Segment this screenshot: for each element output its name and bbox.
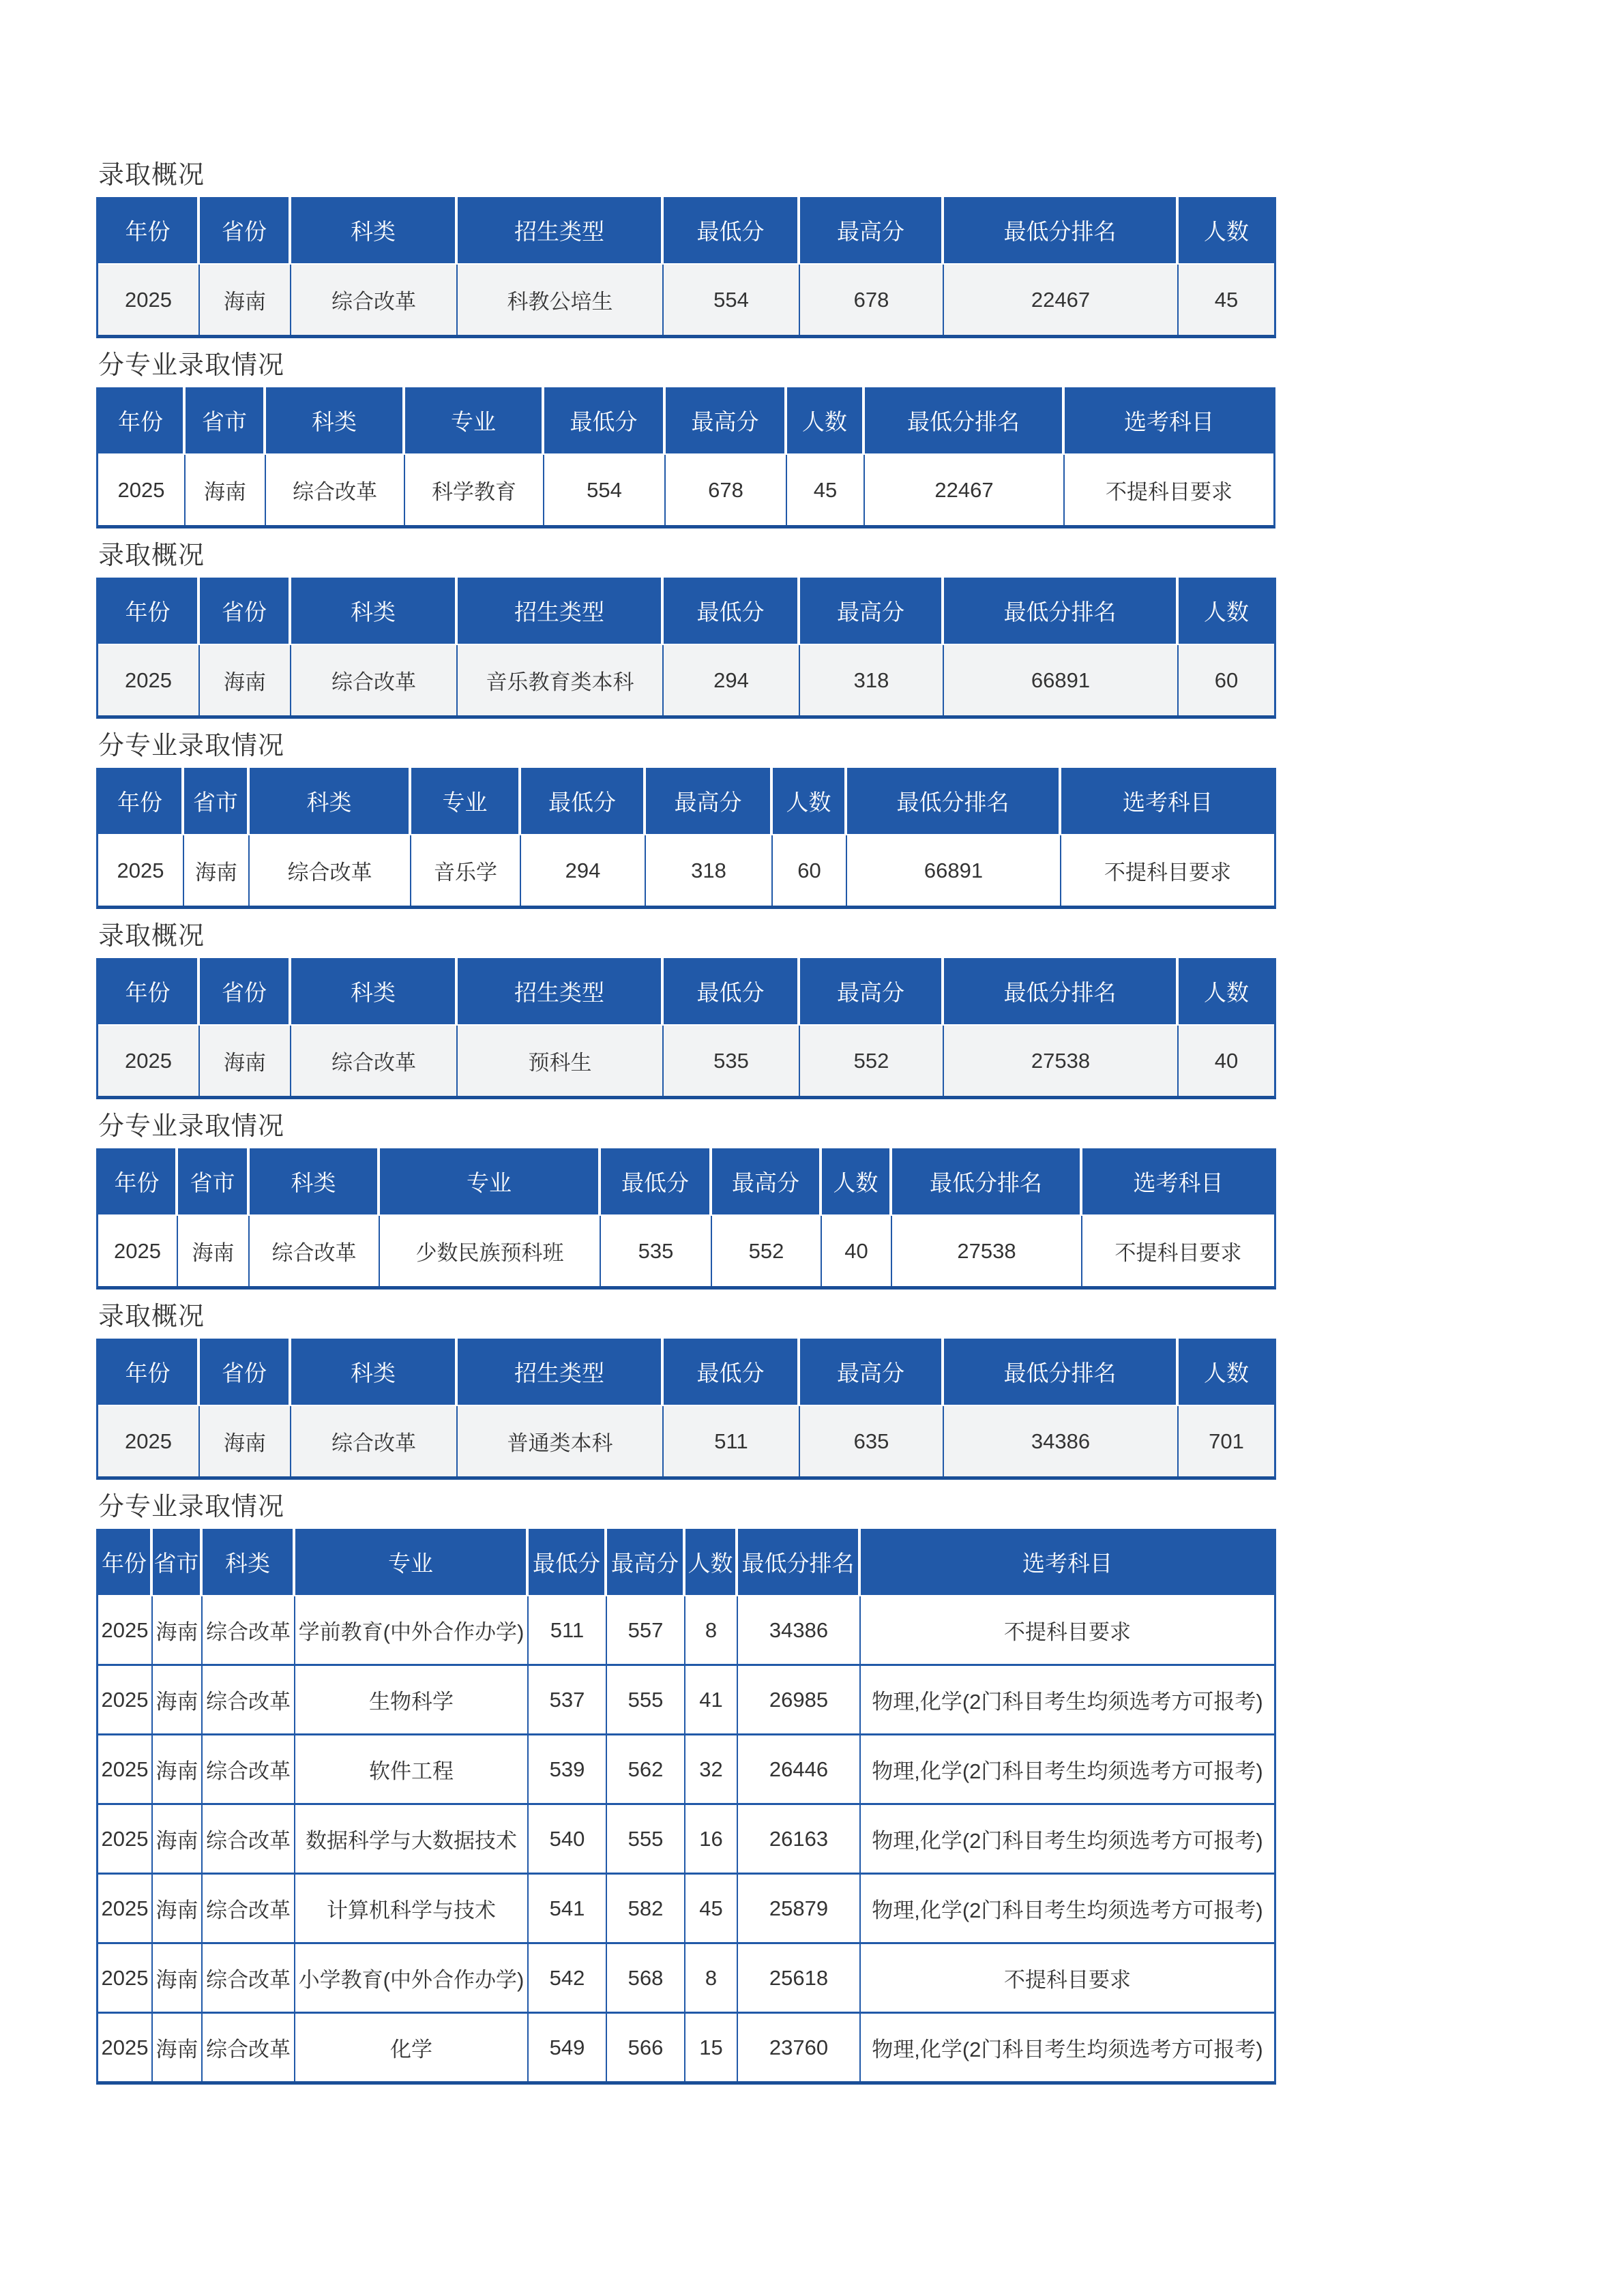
table-cell: 8 [685,1596,738,1664]
table-cell: 2025 [98,265,200,335]
table-header-cell: 省份 [200,1339,291,1406]
table-cell: 物理,化学(2门科目考生均须选考方可报考) [861,1803,1274,1873]
table-cell: 552 [800,1026,944,1096]
table-cell: 海南 [200,265,291,335]
table-cell: 557 [607,1596,685,1664]
table-header-cell: 年份 [98,768,184,835]
table-header-cell: 招生类型 [458,197,664,265]
table-header-cell: 最低分排名 [865,387,1065,455]
table-cell: 海南 [153,1733,203,1803]
table-header-cell: 年份 [98,958,200,1026]
table-cell: 2025 [98,645,200,715]
admission-table [96,768,1276,909]
table-cell: 66891 [847,835,1061,906]
table-cell: 物理,化学(2门科目考生均须选考方可报考) [861,1873,1274,1942]
table-header-cell: 科类 [266,387,405,455]
table-row [98,1733,1274,1803]
table-cell: 2025 [98,455,186,525]
table-cell: 海南 [178,1216,250,1286]
table-cell: 537 [529,1664,607,1733]
table-header-cell: 人数 [822,1148,892,1216]
table-cell: 23760 [738,2012,861,2081]
admission-section [96,1303,1624,1480]
table-header-cell: 年份 [98,1148,178,1216]
admission-table [96,197,1276,338]
table-cell: 34386 [738,1596,861,1664]
table-header-cell: 最高分 [800,1339,944,1406]
table-header-cell: 省份 [200,578,291,645]
section-title: 分专业录取情况 [98,1112,285,1141]
table-cell: 综合改革 [203,1942,295,2012]
table-header-cell: 最低分 [664,197,800,265]
table-cell: 综合改革 [203,1803,295,1873]
table-header-cell: 最低分 [529,1529,607,1596]
table-cell: 物理,化学(2门科目考生均须选考方可报考) [861,2012,1274,2081]
table-header-cell: 专业 [411,768,521,835]
table-cell: 不提科目要求 [1082,1216,1274,1286]
table-cell: 综合改革 [203,2012,295,2081]
table-cell: 综合改革 [203,1873,295,1942]
table-cell: 海南 [153,1664,203,1733]
table-header-row [98,387,1273,455]
table-cell: 40 [1179,1026,1274,1096]
table-cell: 582 [607,1873,685,1942]
table-cell: 生物科学 [295,1664,529,1733]
table-cell: 22467 [865,455,1065,525]
table-header-row [98,197,1274,265]
table-cell: 541 [529,1873,607,1942]
table-cell: 635 [800,1406,944,1476]
table-cell: 318 [646,835,773,906]
admission-table [96,1529,1276,2085]
section-title: 分专业录取情况 [98,1493,285,1521]
table-header-cell: 最低分排名 [944,958,1179,1026]
table-cell: 科学教育 [405,455,544,525]
table-cell: 综合改革 [266,455,405,525]
table-cell: 综合改革 [291,265,458,335]
table-cell: 678 [666,455,787,525]
table-header-cell: 最高分 [712,1148,822,1216]
table-cell: 535 [664,1026,800,1096]
table-cell: 552 [712,1216,822,1286]
table-cell: 60 [773,835,847,906]
table-cell: 综合改革 [203,1733,295,1803]
table-cell: 少数民族预科班 [380,1216,601,1286]
table-cell: 海南 [186,455,266,525]
table-cell: 26163 [738,1803,861,1873]
section-title: 录取概况 [98,541,205,570]
table-cell: 554 [544,455,666,525]
table-header-cell: 最低分排名 [944,1339,1179,1406]
table-cell: 32 [685,1733,738,1803]
table-cell: 科教公培生 [458,265,664,335]
table-cell: 音乐学 [411,835,521,906]
table-header-cell: 年份 [98,1529,153,1596]
table-cell: 318 [800,645,944,715]
table-header-cell: 科类 [203,1529,295,1596]
table-cell: 学前教育(中外合作办学) [295,1596,529,1664]
table-cell: 2025 [98,1026,200,1096]
table-row [98,1596,1274,1664]
table-header-cell: 最高分 [666,387,787,455]
table-cell: 542 [529,1942,607,2012]
table-header-cell: 省市 [153,1529,203,1596]
table-cell: 562 [607,1733,685,1803]
table-header-row [98,1339,1274,1406]
table-header-cell: 人数 [787,387,865,455]
table-header-cell: 选考科目 [1065,387,1273,455]
table-header-cell: 年份 [98,197,200,265]
table-header-row [98,1148,1274,1216]
table-cell: 25879 [738,1873,861,1942]
table-header-cell: 年份 [98,578,200,645]
table-cell: 海南 [153,2012,203,2081]
table-cell: 综合改革 [250,1216,380,1286]
table-row [98,645,1274,715]
table-header-cell: 省份 [200,958,291,1026]
table-header-row [98,958,1274,1026]
table-cell: 15 [685,2012,738,2081]
table-header-cell: 专业 [405,387,544,455]
table-cell: 2025 [98,835,184,906]
table-cell: 549 [529,2012,607,2081]
table-header-cell: 最低分 [544,387,666,455]
table-cell: 2025 [98,1873,153,1942]
table-cell: 27538 [892,1216,1082,1286]
table-cell: 27538 [944,1026,1179,1096]
admission-section [96,923,1624,1099]
table-row [98,1942,1274,2012]
table-cell: 26446 [738,1733,861,1803]
table-header-cell: 最高分 [646,768,773,835]
table-header-cell: 年份 [98,387,186,455]
table-cell: 不提科目要求 [861,1942,1274,2012]
table-cell: 物理,化学(2门科目考生均须选考方可报考) [861,1664,1274,1733]
table-row [98,1803,1274,1873]
table-header-cell: 选考科目 [1082,1148,1274,1216]
table-header-cell: 最高分 [800,578,944,645]
table-cell: 8 [685,1942,738,2012]
table-cell: 16 [685,1803,738,1873]
table-cell: 音乐教育类本科 [458,645,664,715]
table-header-cell: 专业 [295,1529,529,1596]
table-header-cell: 选考科目 [861,1529,1274,1596]
table-row [98,835,1274,906]
table-cell: 539 [529,1733,607,1803]
table-row [98,1873,1274,1942]
table-cell: 2025 [98,1733,153,1803]
admission-section [96,1493,1624,2085]
table-header-cell: 科类 [291,958,458,1026]
table-header-row [98,768,1274,835]
table-header-cell: 最低分排名 [892,1148,1082,1216]
table-cell: 40 [822,1216,892,1286]
admission-section [96,1113,1624,1289]
table-cell: 555 [607,1803,685,1873]
table-cell: 计算机科学与技术 [295,1873,529,1942]
table-cell: 294 [521,835,646,906]
table-cell: 海南 [153,1873,203,1942]
table-cell: 海南 [153,1942,203,2012]
table-cell: 物理,化学(2门科目考生均须选考方可报考) [861,1733,1274,1803]
table-cell: 2025 [98,1596,153,1664]
table-cell: 预科生 [458,1026,664,1096]
table-cell: 34386 [944,1406,1179,1476]
table-cell: 数据科学与大数据技术 [295,1803,529,1873]
table-cell: 化学 [295,2012,529,2081]
admission-table [96,387,1275,528]
table-header-cell: 最低分 [664,578,800,645]
table-cell: 511 [664,1406,800,1476]
table-cell: 综合改革 [291,1026,458,1096]
table-cell: 2025 [98,1406,200,1476]
table-cell: 45 [1179,265,1274,335]
admission-section [96,162,1624,338]
table-cell: 566 [607,2012,685,2081]
table-cell: 26985 [738,1664,861,1733]
table-cell: 540 [529,1803,607,1873]
table-header-cell: 最低分 [664,1339,800,1406]
admission-table [96,1339,1276,1480]
table-header-cell: 最低分 [521,768,646,835]
table-cell: 综合改革 [291,645,458,715]
table-row [98,1406,1274,1476]
table-header-cell: 招生类型 [458,578,664,645]
table-cell: 普通类本科 [458,1406,664,1476]
table-cell: 2025 [98,1803,153,1873]
table-cell: 海南 [153,1596,203,1664]
table-header-cell: 省市 [186,387,266,455]
table-cell: 小学教育(中外合作办学) [295,1942,529,2012]
table-header-cell: 科类 [250,768,411,835]
table-cell: 678 [800,265,944,335]
section-title: 录取概况 [98,922,205,951]
admission-table [96,958,1276,1099]
table-cell: 不提科目要求 [1061,835,1274,906]
table-cell: 综合改革 [203,1596,295,1664]
table-header-cell: 最低分排名 [944,578,1179,645]
table-cell: 555 [607,1664,685,1733]
table-header-cell: 人数 [685,1529,738,1596]
table-row [98,2012,1274,2081]
table-header-cell: 科类 [250,1148,380,1216]
table-header-cell: 最高分 [800,958,944,1026]
table-cell: 不提科目要求 [1065,455,1273,525]
table-header-cell: 人数 [1179,197,1274,265]
table-header-cell: 人数 [1179,958,1274,1026]
table-cell: 软件工程 [295,1733,529,1803]
table-header-cell: 专业 [380,1148,601,1216]
table-header-cell: 最高分 [607,1529,685,1596]
table-cell: 海南 [153,1803,203,1873]
table-row [98,1664,1274,1733]
table-header-cell: 科类 [291,197,458,265]
table-header-row [98,1529,1274,1596]
table-cell: 45 [787,455,865,525]
table-cell: 25618 [738,1942,861,2012]
table-cell: 294 [664,645,800,715]
table-row [98,1216,1274,1286]
table-cell: 45 [685,1873,738,1942]
table-header-cell: 最低分排名 [944,197,1179,265]
table-cell: 535 [601,1216,712,1286]
table-cell: 海南 [184,835,250,906]
table-cell: 2025 [98,1216,178,1286]
table-cell: 568 [607,1942,685,2012]
table-cell: 554 [664,265,800,335]
table-header-cell: 省份 [200,197,291,265]
section-title: 录取概况 [98,1302,205,1331]
table-cell: 综合改革 [203,1664,295,1733]
table-header-cell: 人数 [1179,578,1274,645]
table-header-cell: 招生类型 [458,1339,664,1406]
table-cell: 海南 [200,1406,291,1476]
table-header-cell: 科类 [291,578,458,645]
table-header-cell: 最低分 [601,1148,712,1216]
table-row [98,265,1274,335]
table-cell: 22467 [944,265,1179,335]
table-header-row [98,578,1274,645]
table-cell: 综合改革 [250,835,411,906]
table-header-cell: 省市 [184,768,250,835]
section-title: 录取概况 [98,161,205,190]
table-cell: 海南 [200,645,291,715]
table-cell: 不提科目要求 [861,1596,1274,1664]
section-title: 分专业录取情况 [98,732,285,760]
table-cell: 41 [685,1664,738,1733]
table-header-cell: 人数 [1179,1339,1274,1406]
table-header-cell: 选考科目 [1061,768,1274,835]
table-cell: 60 [1179,645,1274,715]
table-cell: 2025 [98,2012,153,2081]
table-header-cell: 最高分 [800,197,944,265]
table-header-cell: 招生类型 [458,958,664,1026]
admission-table [96,1148,1276,1289]
table-cell: 综合改革 [291,1406,458,1476]
table-header-cell: 年份 [98,1339,200,1406]
table-row [98,455,1273,525]
table-cell: 海南 [200,1026,291,1096]
admission-table [96,578,1276,719]
table-row [98,1026,1274,1096]
table-header-cell: 最低分 [664,958,800,1026]
admission-section [96,542,1624,719]
section-title: 分专业录取情况 [98,351,285,380]
table-header-cell: 人数 [773,768,847,835]
table-cell: 66891 [944,645,1179,715]
admission-section [96,352,1624,528]
table-header-cell: 科类 [291,1339,458,1406]
table-header-cell: 最低分排名 [738,1529,861,1596]
table-header-cell: 最低分排名 [847,768,1061,835]
table-cell: 701 [1179,1406,1274,1476]
admission-section [96,732,1624,909]
table-cell: 2025 [98,1664,153,1733]
table-header-cell: 省市 [178,1148,250,1216]
table-cell: 511 [529,1596,607,1664]
table-cell: 2025 [98,1942,153,2012]
